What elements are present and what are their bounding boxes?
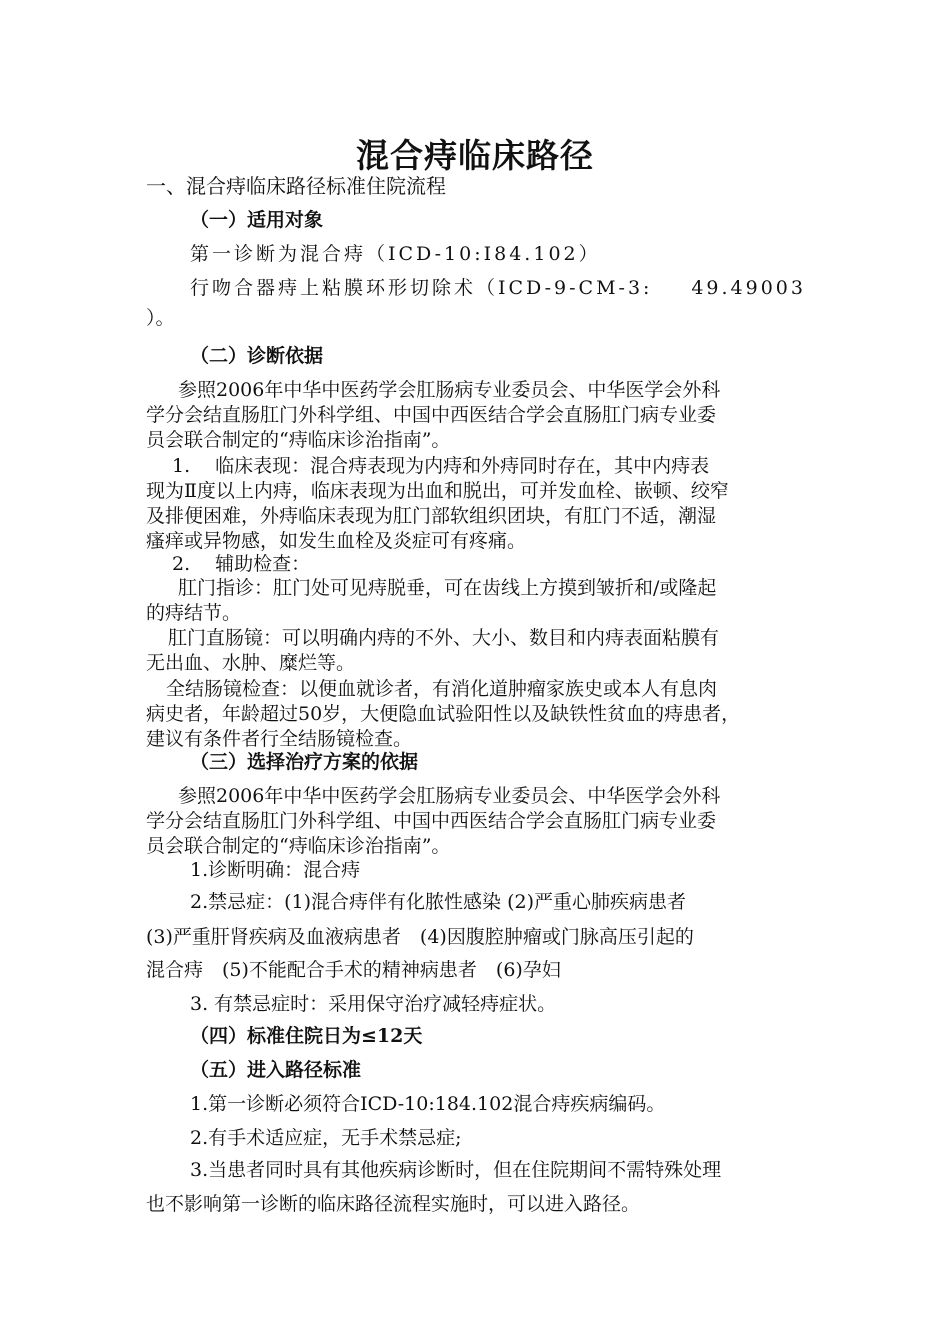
paragraph-line: 学分会结直肠肛门外科学组、中国中西医结合学会直肠肛门病专业委 (146, 810, 717, 832)
diagnosis-line: 第一诊断为混合痔（ICD-10:I84.102） (190, 243, 601, 265)
paragraph-line: 参照2006年中华中医药学会肛肠病专业委员会、中华医学会外科 (178, 785, 721, 807)
paragraph-line: 2.禁忌症：(1)混合痔伴有化脓性感染 (2)严重心肺疾病患者 (190, 891, 686, 913)
paragraph-line: 肛门指诊：肛门处可见痔脱垂，可在齿线上方摸到皱折和/或隆起 (178, 577, 717, 599)
paragraph-line: 无出血、水肿、糜烂等。 (146, 652, 356, 674)
paragraph-line: 也不影响第一诊断的临床路径流程实施时，可以进入路径。 (146, 1193, 641, 1215)
surgery-line-text: 行吻合器痔上粘膜环形切除术（ICD-9-CM-3: (190, 277, 653, 299)
heading-entry-criteria: （五）进入路径标准 (190, 1059, 362, 1081)
paragraph-line: 员会联合制定的“痔临床诊治指南”。 (146, 835, 451, 857)
paragraph-line: 现为Ⅱ度以上内痔，临床表现为出血和脱出，可并发血栓、嵌顿、绞窄 (146, 480, 729, 502)
heading-applicable-objects: （一）适用对象 (190, 209, 324, 231)
heading-hospital-days: （四）标准住院日为≤12天 (190, 1025, 423, 1047)
paragraph-line: 及排便困难，外痔临床表现为肛门部软组织团块，有肛门不适，潮湿 (146, 505, 717, 527)
paragraph-line: (3)严重肝肾疾病及血液病患者 (4)因腹腔肿瘤或门脉高压引起的 (146, 926, 694, 948)
paragraph-line: 瘙痒或异物感，如发生血栓及炎症可有疼痛。 (146, 530, 527, 552)
surgery-line-code: 49.49003 (691, 277, 806, 299)
paragraph-line: 学分会结直肠肛门外科学组、中国中西医结合学会直肠肛门病专业委 (146, 404, 717, 426)
paragraph-line: 3. 有禁忌症时：采用保守治疗减轻痔症状。 (190, 993, 557, 1015)
paragraph-line: 建议有条件者行全结肠镜检查。 (146, 728, 413, 750)
paragraph-line: 的痔结节。 (146, 602, 242, 624)
paragraph-line: 混合痔 (5)不能配合手术的精神病患者 (6)孕妇 (146, 959, 561, 981)
surgery-line-end: ）。 (146, 307, 175, 329)
paragraph-line: 2.有手术适应症，无手术禁忌症; (190, 1127, 462, 1149)
paragraph-line: 参照2006年中华中医药学会肛肠病专业委员会、中华医学会外科 (178, 379, 721, 401)
heading-treatment-basis: （三）选择治疗方案的依据 (190, 751, 419, 773)
paragraph-line: 1.第一诊断必须符合ICD-10:184.102混合痔疾病编码。 (190, 1093, 666, 1115)
page-title: 混合痔临床路径 (356, 136, 594, 175)
paragraph-line: 2. 辅助检查： (172, 553, 311, 575)
paragraph-line: 3.当患者同时具有其他疾病诊断时，但在住院期间不需特殊处理 (190, 1159, 722, 1181)
paragraph-line: 病史者，年龄超过50岁，大便隐血试验阳性以及缺铁性贫血的痔患者， (146, 703, 741, 725)
paragraph-line: 全结肠镜检查：以便血就诊者，有消化道肿瘤家族史或本人有息肉 (166, 678, 718, 700)
section-heading-1: 一、混合痔临床路径标准住院流程 (146, 174, 446, 198)
paragraph-line: 1. 临床表现：混合痔表现为内痔和外痔同时存在，其中内痔表 (172, 455, 710, 477)
surgery-line (190, 276, 806, 300)
paragraph-line: 员会联合制定的“痔临床诊治指南”。 (146, 429, 451, 451)
paragraph-line: 肛门直肠镜：可以明确内痔的不外、大小、数目和内痔表面粘膜有 (168, 627, 720, 649)
heading-diagnosis-basis: （二）诊断依据 (190, 345, 324, 367)
paragraph-line: 1.诊断明确：混合痔 (190, 859, 361, 881)
